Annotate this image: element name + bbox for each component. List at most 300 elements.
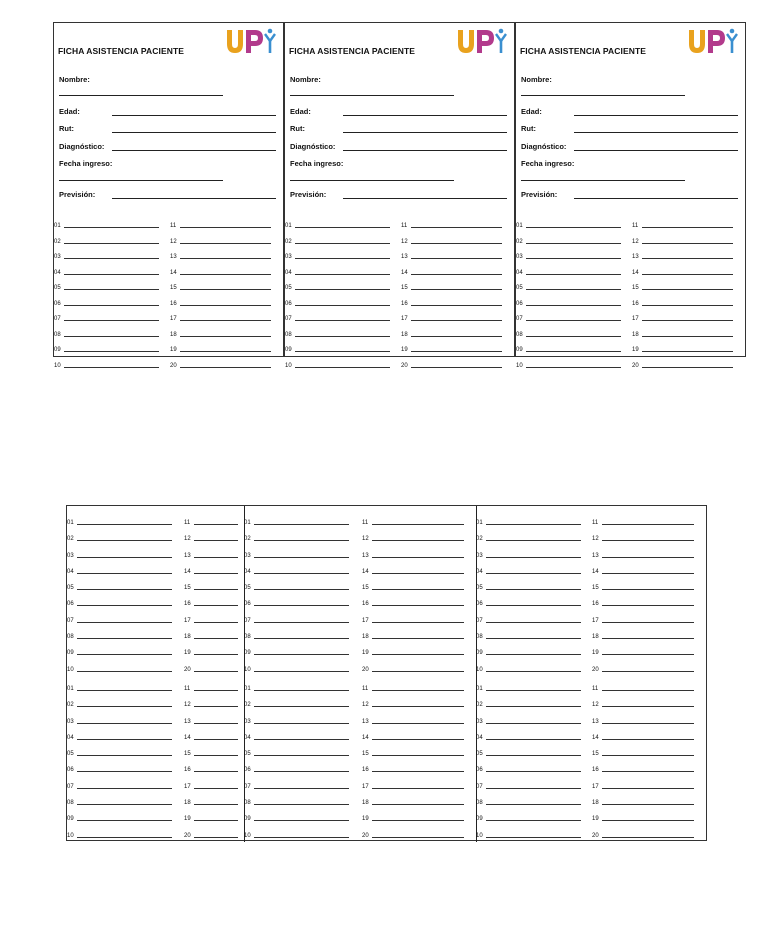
number-row (516, 235, 747, 251)
field-nombre-label: Nombre: (59, 75, 90, 84)
entry-line (372, 573, 464, 574)
number-entry[interactable] (244, 516, 349, 526)
number-entry[interactable] (632, 343, 733, 353)
number-entry[interactable] (476, 516, 581, 526)
entry-line (194, 804, 238, 805)
entry-line (77, 589, 172, 590)
number-entry[interactable] (401, 297, 502, 307)
number-entry[interactable] (362, 516, 464, 526)
number-entry[interactable] (516, 219, 621, 229)
number-label: 15 (401, 285, 408, 291)
number-row (285, 343, 516, 359)
number-entry[interactable] (67, 715, 172, 725)
nombre-input-line[interactable] (521, 95, 685, 96)
number-entry[interactable] (184, 663, 238, 673)
number-grid (54, 219, 285, 374)
number-entry[interactable] (184, 532, 238, 542)
field-fecha-ingreso-label: Fecha ingreso: (59, 159, 113, 168)
entry-line (372, 723, 464, 724)
entry-line (526, 305, 621, 306)
number-entry[interactable] (244, 549, 349, 559)
number-entry[interactable] (285, 219, 390, 229)
number-entry[interactable] (632, 219, 733, 229)
number-label: 20 (592, 832, 599, 839)
entry-line (486, 557, 581, 558)
number-entry[interactable] (592, 763, 694, 773)
number-entry[interactable] (476, 630, 581, 640)
number-entry[interactable] (632, 235, 733, 245)
number-label: 06 (476, 601, 483, 608)
number-entry[interactable] (184, 780, 238, 790)
number-entry[interactable] (592, 516, 694, 526)
number-entry[interactable] (476, 715, 581, 725)
number-entry[interactable] (362, 763, 464, 773)
number-entry[interactable] (67, 597, 172, 607)
entry-line (194, 638, 238, 639)
number-entry[interactable] (362, 829, 464, 839)
number-label: 04 (285, 269, 292, 276)
number-entry[interactable] (285, 250, 390, 260)
number-entry[interactable] (476, 565, 581, 575)
number-entry[interactable] (54, 235, 159, 245)
entry-line (486, 605, 581, 606)
diagnostico-input-line[interactable] (112, 150, 276, 151)
number-entry[interactable] (401, 281, 502, 291)
number-entry[interactable] (632, 250, 733, 260)
number-label: 08 (67, 634, 74, 641)
number-label: 01 (244, 520, 251, 526)
rut-input-line[interactable] (343, 132, 507, 133)
entry-line (254, 589, 349, 590)
fecha-ingreso-input-line[interactable] (521, 180, 685, 181)
number-entry[interactable] (592, 715, 694, 725)
number-entry[interactable] (67, 796, 172, 806)
number-entry[interactable] (67, 780, 172, 790)
number-label: 11 (184, 686, 191, 692)
number-entry[interactable] (362, 698, 464, 708)
number-entry[interactable] (516, 250, 621, 260)
number-entry[interactable] (285, 328, 390, 338)
number-entry[interactable] (516, 343, 621, 353)
number-entry[interactable] (244, 646, 349, 656)
number-entry[interactable] (54, 328, 159, 338)
number-label: 08 (476, 800, 483, 807)
number-entry[interactable] (184, 829, 238, 839)
number-row (54, 250, 285, 266)
number-entry[interactable] (244, 630, 349, 640)
nombre-input-line[interactable] (290, 95, 454, 96)
number-label: 06 (244, 767, 251, 774)
number-label: 02 (54, 238, 61, 245)
number-entry[interactable] (244, 597, 349, 607)
fecha-ingreso-input-line[interactable] (290, 180, 454, 181)
number-entry[interactable] (184, 715, 238, 725)
number-entry[interactable] (516, 312, 621, 322)
number-entry[interactable] (170, 235, 271, 245)
entry-line (180, 289, 271, 290)
number-label: 04 (244, 734, 251, 741)
number-entry[interactable] (54, 250, 159, 260)
number-label: 09 (67, 650, 74, 657)
number-entry[interactable] (184, 565, 238, 575)
number-entry[interactable] (476, 663, 581, 673)
rut-input-line[interactable] (112, 132, 276, 133)
number-entry[interactable] (67, 812, 172, 822)
number-entry[interactable] (592, 581, 694, 591)
number-entry[interactable] (54, 312, 159, 322)
number-entry[interactable] (516, 235, 621, 245)
number-entry[interactable] (592, 796, 694, 806)
number-label: 19 (362, 816, 369, 823)
number-label: 10 (476, 666, 483, 673)
number-entry[interactable] (67, 532, 172, 542)
fecha-ingreso-input-line[interactable] (59, 180, 223, 181)
number-entry[interactable] (54, 281, 159, 291)
number-label: 10 (285, 362, 292, 369)
number-entry[interactable] (592, 532, 694, 542)
number-entry[interactable] (362, 646, 464, 656)
number-entry[interactable] (244, 715, 349, 725)
number-label: 16 (632, 300, 639, 307)
rut-input-line[interactable] (574, 132, 738, 133)
number-entry[interactable] (632, 312, 733, 322)
number-entry[interactable] (632, 359, 733, 369)
number-entry[interactable] (285, 343, 390, 353)
number-entry[interactable] (244, 747, 349, 757)
number-entry[interactable] (67, 646, 172, 656)
number-entry[interactable] (67, 731, 172, 741)
number-entry[interactable] (362, 715, 464, 725)
number-entry[interactable] (592, 597, 694, 607)
entry-line (372, 771, 464, 772)
number-entry[interactable] (476, 532, 581, 542)
entry-line (194, 739, 238, 740)
number-entry[interactable] (67, 698, 172, 708)
number-label: 19 (184, 816, 191, 823)
entry-line (372, 820, 464, 821)
number-label: 11 (170, 223, 177, 229)
number-entry[interactable] (476, 614, 581, 624)
prevision-input-line[interactable] (574, 198, 738, 199)
number-label: 15 (184, 585, 191, 592)
number-entry[interactable] (184, 646, 238, 656)
entry-line (254, 771, 349, 772)
card-title: FICHA ASISTENCIA PACIENTE (520, 46, 647, 56)
number-entry[interactable] (67, 747, 172, 757)
entry-line (486, 690, 581, 691)
number-entry[interactable] (184, 516, 238, 526)
number-entry[interactable] (184, 812, 238, 822)
diagnostico-input-line[interactable] (574, 150, 738, 151)
number-entry[interactable] (184, 747, 238, 757)
number-entry[interactable] (362, 812, 464, 822)
number-entry[interactable] (67, 565, 172, 575)
number-entry[interactable] (362, 663, 464, 673)
number-entry[interactable] (362, 549, 464, 559)
entry-line (194, 723, 238, 724)
number-entry[interactable] (170, 281, 271, 291)
number-entry[interactable] (244, 698, 349, 708)
nombre-input-line[interactable] (59, 95, 223, 96)
number-entry[interactable] (244, 763, 349, 773)
entry-line (642, 243, 733, 244)
number-entry[interactable] (170, 359, 271, 369)
diagnostico-input-line[interactable] (343, 150, 507, 151)
number-entry[interactable] (244, 731, 349, 741)
number-entry[interactable] (285, 235, 390, 245)
number-entry[interactable] (476, 646, 581, 656)
number-entry[interactable] (632, 297, 733, 307)
number-entry[interactable] (632, 328, 733, 338)
entry-line (77, 671, 172, 672)
number-entry[interactable] (285, 297, 390, 307)
field-fecha-ingreso-label: Fecha ingreso: (521, 159, 575, 168)
entry-line (77, 706, 172, 707)
number-entry[interactable] (184, 614, 238, 624)
entry-line (64, 243, 159, 244)
number-entry[interactable] (476, 780, 581, 790)
number-entry[interactable] (170, 297, 271, 307)
number-label: 11 (632, 223, 639, 229)
number-entry[interactable] (67, 763, 172, 773)
number-entry[interactable] (362, 597, 464, 607)
number-entry[interactable] (362, 682, 464, 692)
number-entry[interactable] (592, 663, 694, 673)
number-entry[interactable] (592, 812, 694, 822)
number-entry[interactable] (184, 549, 238, 559)
number-entry[interactable] (244, 565, 349, 575)
number-entry[interactable] (516, 266, 621, 276)
number-entry[interactable] (184, 731, 238, 741)
number-entry[interactable] (401, 266, 502, 276)
number-entry[interactable] (244, 581, 349, 591)
number-entry[interactable] (362, 630, 464, 640)
number-entry[interactable] (362, 532, 464, 542)
entry-line (372, 638, 464, 639)
entry-line (486, 804, 581, 805)
number-entry[interactable] (362, 614, 464, 624)
number-entry[interactable] (362, 731, 464, 741)
entry-line (486, 788, 581, 789)
entry-line (602, 671, 694, 672)
number-label: 07 (476, 617, 483, 624)
number-entry[interactable] (244, 532, 349, 542)
number-entry[interactable] (476, 763, 581, 773)
entry-line (372, 654, 464, 655)
number-entry[interactable] (476, 698, 581, 708)
entry-line (486, 771, 581, 772)
number-entry[interactable] (54, 219, 159, 229)
number-entry[interactable] (184, 763, 238, 773)
number-entry[interactable] (476, 812, 581, 822)
number-label: 18 (592, 634, 599, 641)
number-entry[interactable] (54, 266, 159, 276)
number-row (516, 266, 747, 282)
number-entry[interactable] (184, 682, 238, 692)
number-entry[interactable] (67, 549, 172, 559)
prevision-input-line[interactable] (343, 198, 507, 199)
number-entry[interactable] (184, 630, 238, 640)
number-entry[interactable] (592, 565, 694, 575)
number-entry[interactable] (285, 266, 390, 276)
field-edad-label: Edad: (290, 107, 311, 116)
number-entry[interactable] (362, 780, 464, 790)
number-entry[interactable] (592, 698, 694, 708)
number-entry[interactable] (170, 328, 271, 338)
number-label: 17 (362, 617, 369, 624)
entry-line (77, 654, 172, 655)
number-entry[interactable] (592, 829, 694, 839)
number-entry[interactable] (244, 780, 349, 790)
number-label: 18 (592, 800, 599, 807)
entry-line (372, 739, 464, 740)
number-entry[interactable] (67, 829, 172, 839)
number-entry[interactable] (67, 516, 172, 526)
number-entry[interactable] (592, 731, 694, 741)
number-label: 10 (476, 832, 483, 839)
number-label: 08 (476, 634, 483, 641)
prevision-input-line[interactable] (112, 198, 276, 199)
number-entry[interactable] (244, 796, 349, 806)
number-entry[interactable] (170, 343, 271, 353)
edad-input-line[interactable] (112, 115, 276, 116)
number-entry[interactable] (184, 796, 238, 806)
number-entry[interactable] (362, 796, 464, 806)
number-label: 05 (476, 585, 483, 592)
number-entry[interactable] (54, 343, 159, 353)
number-entry[interactable] (476, 581, 581, 591)
entry-line (295, 227, 390, 228)
number-label: 04 (67, 734, 74, 741)
number-entry[interactable] (184, 698, 238, 708)
entry-line (254, 837, 349, 838)
number-entry[interactable] (67, 682, 172, 692)
number-entry[interactable] (516, 359, 621, 369)
number-entry[interactable] (401, 312, 502, 322)
number-entry[interactable] (285, 312, 390, 322)
number-entry[interactable] (170, 219, 271, 229)
entry-line (526, 351, 621, 352)
number-label: 13 (592, 718, 599, 725)
number-label: 02 (516, 238, 523, 245)
number-entry[interactable] (184, 581, 238, 591)
number-entry[interactable] (476, 796, 581, 806)
number-entry[interactable] (67, 663, 172, 673)
number-entry[interactable] (184, 597, 238, 607)
number-label: 09 (285, 347, 292, 353)
number-entry[interactable] (592, 630, 694, 640)
entry-line (642, 258, 733, 259)
entry-line (64, 305, 159, 306)
number-entry[interactable] (516, 281, 621, 291)
number-row (285, 328, 516, 344)
number-entry[interactable] (54, 297, 159, 307)
field-rut-label: Rut: (521, 124, 536, 133)
number-entry[interactable] (476, 829, 581, 839)
number-label: 19 (401, 347, 408, 353)
number-entry[interactable] (401, 235, 502, 245)
number-entry[interactable] (244, 663, 349, 673)
number-label: 04 (54, 269, 61, 276)
entry-line (64, 336, 159, 337)
number-entry[interactable] (244, 614, 349, 624)
number-label: 16 (401, 300, 408, 307)
edad-input-line[interactable] (574, 115, 738, 116)
number-entry[interactable] (67, 581, 172, 591)
number-entry[interactable] (632, 281, 733, 291)
number-entry[interactable] (476, 549, 581, 559)
number-entry[interactable] (170, 266, 271, 276)
number-grid (285, 219, 516, 374)
number-entry[interactable] (401, 250, 502, 260)
number-entry[interactable] (592, 682, 694, 692)
number-entry[interactable] (362, 581, 464, 591)
entry-line (411, 227, 502, 228)
edad-input-line[interactable] (343, 115, 507, 116)
entry-line (602, 739, 694, 740)
number-entry[interactable] (401, 343, 502, 353)
number-label: 08 (244, 800, 251, 807)
number-entry[interactable] (285, 281, 390, 291)
number-entry[interactable] (362, 747, 464, 757)
entry-line (411, 274, 502, 275)
number-entry[interactable] (285, 359, 390, 369)
number-entry[interactable] (401, 359, 502, 369)
number-entry[interactable] (244, 829, 349, 839)
number-entry[interactable] (244, 812, 349, 822)
entry-line (194, 622, 238, 623)
number-entry[interactable] (362, 565, 464, 575)
entry-line (180, 320, 271, 321)
number-entry[interactable] (244, 682, 349, 692)
number-entry[interactable] (592, 780, 694, 790)
number-entry[interactable] (67, 614, 172, 624)
number-row (54, 281, 285, 297)
number-entry[interactable] (401, 328, 502, 338)
entry-line (180, 227, 271, 228)
number-entry[interactable] (476, 597, 581, 607)
number-entry[interactable] (476, 747, 581, 757)
number-entry[interactable] (516, 297, 621, 307)
upy-logo (225, 27, 277, 55)
number-label: 17 (184, 783, 191, 790)
entry-line (602, 788, 694, 789)
number-label: 05 (67, 751, 74, 758)
number-entry[interactable] (170, 250, 271, 260)
number-entry[interactable] (67, 630, 172, 640)
number-row (516, 219, 747, 235)
entry-line (295, 320, 390, 321)
number-entry[interactable] (592, 646, 694, 656)
number-label: 12 (170, 238, 177, 245)
number-entry[interactable] (592, 747, 694, 757)
number-label: 13 (184, 718, 191, 725)
number-label: 10 (516, 362, 523, 369)
number-entry[interactable] (592, 549, 694, 559)
entry-line (77, 622, 172, 623)
number-entry[interactable] (592, 614, 694, 624)
number-label: 07 (244, 783, 251, 790)
number-entry[interactable] (476, 682, 581, 692)
number-entry[interactable] (516, 328, 621, 338)
number-entry[interactable] (632, 266, 733, 276)
number-label: 11 (362, 520, 369, 526)
number-entry[interactable] (476, 731, 581, 741)
number-entry[interactable] (170, 312, 271, 322)
number-entry[interactable] (54, 359, 159, 369)
number-entry[interactable] (401, 219, 502, 229)
entry-line (411, 258, 502, 259)
